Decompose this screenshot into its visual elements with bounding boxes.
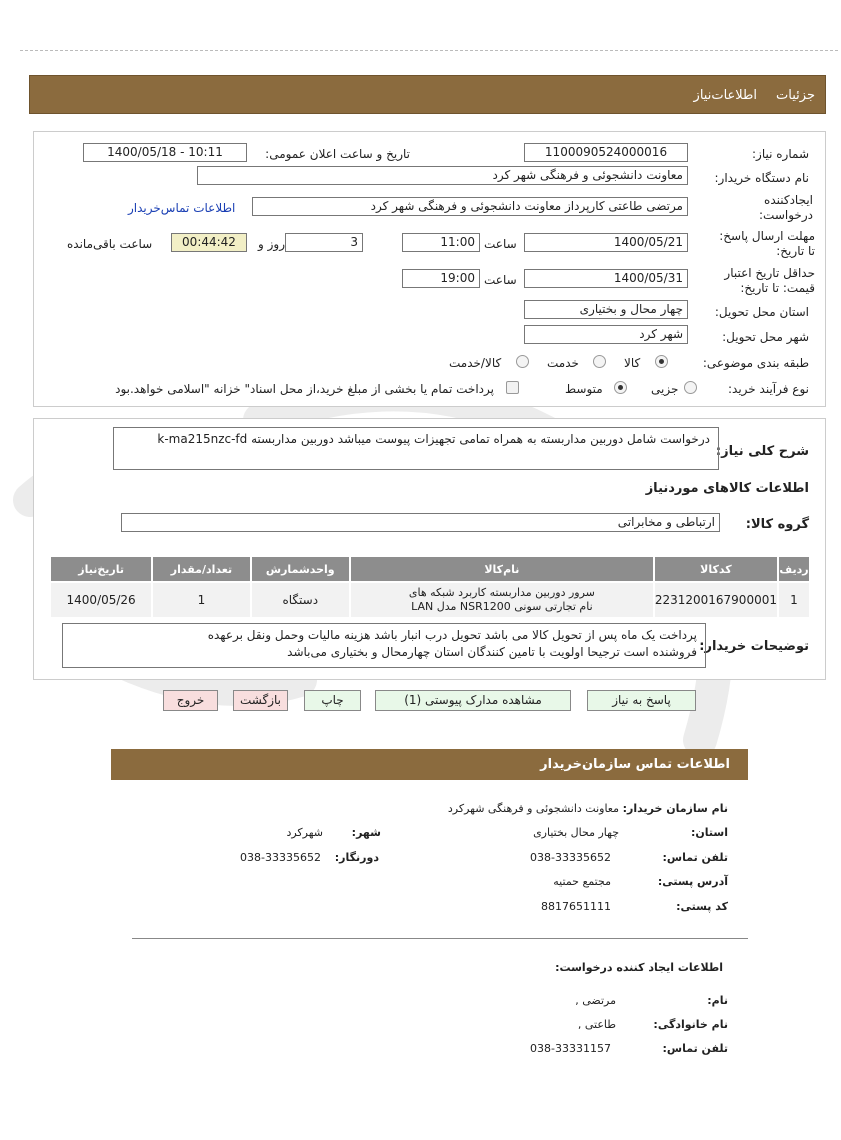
province-field: چهار محال و بختیاری: [524, 300, 688, 319]
creator-field: مرتضی طاعتی کارپرداز معاونت دانشجوئی و فرهنگی شهر کرد: [252, 197, 688, 216]
description-label: شرح کلی نیاز:: [715, 444, 809, 459]
deadline-label: مهلت ارسال پاسخ: تا تاریخ:: [719, 229, 815, 258]
exit-button[interactable]: خروج: [163, 690, 218, 711]
payment-note: پرداخت تمام یا بخشی از مبلغ خرید،از محل اسناد" خزانه "اسلامی خواهد.بود: [115, 382, 494, 396]
cell-goods-name: [350, 582, 654, 618]
org-city-value: شهرکرد: [286, 826, 323, 839]
payment-checkbox[interactable]: [506, 380, 519, 394]
tab-need-info[interactable]: اطلاعات‌نیاز: [693, 88, 757, 103]
org-address-value: مجتمع حمتیه: [553, 875, 611, 888]
creator-name-value: مرتضی ,: [575, 994, 616, 1007]
category-radio-both[interactable]: [516, 354, 529, 368]
creator-contact-title: اطلاعات ایجاد کننده درخواست:: [555, 961, 723, 974]
creator-family-value: طاعتی ,: [577, 1018, 616, 1031]
validity-label: حداقل تاریخ اعتبار قیمت: تا تاریخ:: [724, 266, 815, 295]
process-label: نوع فرآیند خرید:: [728, 382, 809, 396]
creator-family-label: نام خانوادگی:: [653, 1018, 728, 1031]
validity-date-field: 1400/05/31: [524, 269, 688, 288]
remaining-label: ساعت باقی‌مانده: [67, 237, 153, 251]
deadline-date-field: 1400/05/21: [524, 233, 688, 252]
description-field: درخواست شامل دوربین مداربسته به همراه تمامی تجهیزات پیوست میباشد دوربین مداربسته k-ma215nzc-fd: [113, 427, 719, 470]
category-radio-service[interactable]: [593, 354, 606, 368]
process-radio-medium[interactable]: [614, 380, 627, 394]
validity-time-label: ساعت: [484, 273, 517, 287]
goods-name-line2: LAN مدل NSR1200 نام تجارتی سونی: [411, 600, 593, 613]
announce-label: تاریخ و ساعت اعلان عمومی:: [265, 147, 410, 161]
category-goods-label: کالا: [624, 356, 641, 370]
creator-phone-value: 038-33331157: [530, 1042, 611, 1055]
creator-name-label: نام:: [707, 994, 728, 1007]
process-medium-label: متوسط: [565, 382, 603, 396]
org-address-label: آدرس پستی:: [657, 875, 728, 888]
org-contact-title: اطلاعات تماس سازمان‌خریدار: [111, 749, 748, 780]
table-header-row: [50, 556, 810, 582]
category-both-label: کالا/خدمت: [449, 356, 502, 370]
deadline-time-field: 11:00: [402, 233, 480, 252]
buyer-org-label: نام دستگاه خریدار:: [714, 171, 809, 185]
col-row: ردیف: [778, 556, 810, 582]
org-fax-value: 038-33335652: [240, 851, 321, 864]
cell-need-date: 1400/05/26: [50, 582, 152, 618]
province-label: استان محل تحویل:: [714, 305, 809, 319]
top-divider: [20, 50, 838, 51]
org-postal-label: کد پستی:: [676, 900, 728, 913]
days-label: روز و: [258, 237, 285, 251]
col-unit: واحدشمارش: [251, 556, 350, 582]
tab-details[interactable]: جزئیات: [776, 88, 815, 103]
creator-phone-label: تلفن تماس:: [662, 1042, 728, 1055]
buyer-org-field: معاونت دانشجوئی و فرهنگی شهر کرد: [197, 166, 688, 185]
need-number-field: 1100090524000016: [524, 143, 688, 162]
buyer-contact-link[interactable]: اطلاعات تماس‌خریدار: [128, 201, 236, 215]
col-goods-code: کدکالا: [654, 556, 778, 582]
table-row: [50, 582, 810, 618]
validity-time-field: 19:00: [402, 269, 480, 288]
category-label: طبقه بندی موضوعی:: [702, 356, 809, 370]
org-name-label: نام سازمان خریدار:: [622, 802, 728, 815]
process-radio-minor[interactable]: [684, 380, 697, 394]
org-phone-value: 038-33335652: [530, 851, 611, 864]
announce-field: 1400/05/18 - 10:11: [83, 143, 247, 162]
buyer-notes-field: [62, 623, 706, 668]
process-minor-label: جزیی: [651, 382, 679, 396]
org-postal-value: 8817651111: [541, 900, 611, 913]
org-name-value: معاونت دانشجوئی و فرهنگی شهرکرد: [447, 802, 619, 815]
goods-group-field: ارتباطی و مخابراتی: [121, 513, 720, 532]
remaining-time-field: 00:44:42: [171, 233, 247, 252]
goods-group-label: گروه کالا:: [745, 517, 809, 532]
deadline-time-label: ساعت: [484, 237, 517, 251]
buyer-notes-line1: پرداخت یک ماه پس از تحویل کالا می باشد تحویل درب انبار باشد هزینه مالیات وحمل ونقل برعهده: [207, 628, 697, 642]
cell-unit: دستگاه: [251, 582, 350, 618]
cell-quantity: 1: [152, 582, 250, 618]
org-phone-label: تلفن تماس:: [662, 851, 728, 864]
creator-label: ایجادکننده درخواست:: [759, 193, 813, 222]
city-label: شهر محل تحویل:: [722, 330, 809, 344]
buyer-notes-label: توضیحات خریدار:: [699, 639, 809, 654]
org-province-value: چهار محال بختیاری: [533, 826, 619, 839]
col-quantity: تعداد/مقدار: [152, 556, 250, 582]
buyer-notes-line2: فروشنده است ترجیحا اولویت با تامین کنندگان استان چهارمحال و بختیاری می‌باشد: [287, 645, 697, 659]
print-button[interactable]: چاپ: [304, 690, 361, 711]
category-service-label: خدمت: [547, 356, 579, 370]
org-fax-label: دورنگار:: [334, 851, 379, 864]
back-button[interactable]: بازگشت: [233, 690, 288, 711]
days-field: 3: [285, 233, 363, 252]
category-radio-goods[interactable]: [655, 354, 668, 368]
header-bar: [29, 75, 826, 114]
cell-goods-code: 2231200167900001: [654, 582, 778, 618]
goods-table: [49, 555, 811, 619]
city-field: شهر کرد: [524, 325, 688, 344]
goods-name-line1: سرور دوربین مداربسته کاربرد شبکه های: [408, 586, 595, 599]
contact-divider: [132, 938, 748, 939]
goods-info-title: اطلاعات کالاهای مورد‌نیاز: [645, 481, 809, 496]
col-need-date: تاریخ‌نیاز: [50, 556, 152, 582]
need-number-label: شماره نیاز:: [752, 147, 809, 161]
view-attachments-button[interactable]: مشاهده مدارک پیوستی (1): [375, 690, 571, 711]
reply-button[interactable]: پاسخ به نیاز: [587, 690, 696, 711]
cell-row-number: 1: [778, 582, 810, 618]
org-city-label: شهر:: [351, 826, 381, 839]
org-province-label: استان:: [691, 826, 728, 839]
col-goods-name: نام‌کالا: [350, 556, 654, 582]
